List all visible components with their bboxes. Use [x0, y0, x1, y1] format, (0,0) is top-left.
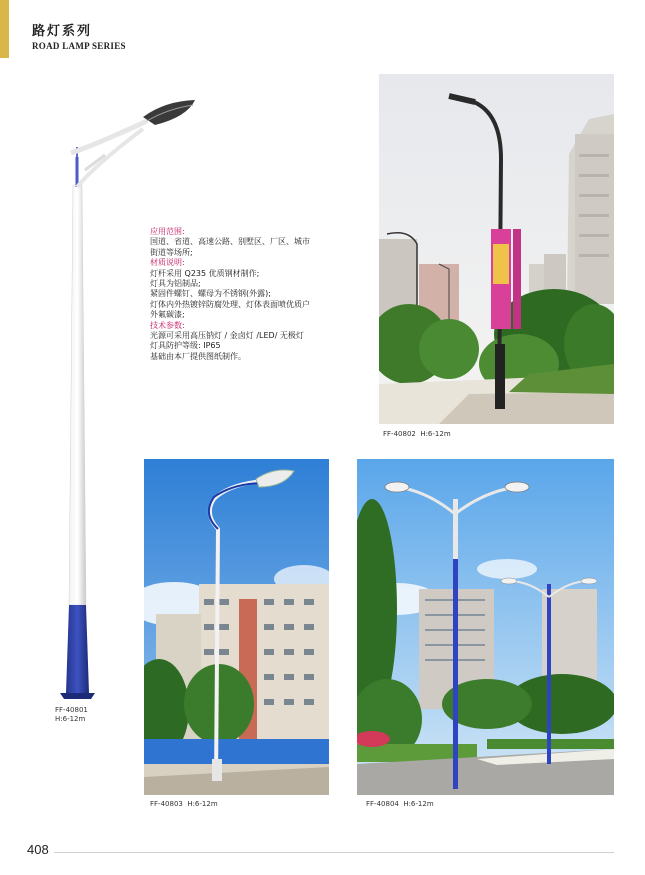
- material-line: 灯具为铝制品;: [150, 279, 201, 289]
- scope-line: 国道、省道、高速公路、别墅区、厂区、城市: [150, 237, 310, 247]
- section-title-en: ROAD LAMP SERIES: [32, 41, 126, 51]
- photo-ff-40802: [379, 74, 614, 424]
- caption-ff-40803: [150, 800, 218, 808]
- caption-ff-40804: [366, 800, 434, 808]
- model-ff-40801: FF-40801: [55, 706, 88, 714]
- material-heading: 材质说明:: [150, 258, 185, 268]
- caption-ff-40801: [55, 706, 88, 724]
- height-ff-40801: H:6-12m: [55, 715, 86, 723]
- tech-line: 光源可采用高压钠灯 / 金卤灯 /LED/ 无极灯: [150, 331, 304, 341]
- photo-ff-40804: [357, 459, 614, 795]
- scope-line: 街道等场所;: [150, 247, 193, 257]
- model-ff-40804: FF-40804: [366, 800, 399, 808]
- spec-block: [150, 227, 350, 362]
- material-line: 灯杆采用 Q235 优质钢材制作;: [150, 268, 260, 278]
- model-ff-40802: FF-40802: [383, 430, 416, 438]
- tech-heading: 技术参数:: [150, 320, 185, 330]
- height-ff-40802: H:6-12m: [420, 430, 451, 438]
- page-number: 408: [27, 842, 49, 857]
- height-ff-40804: H:6-12m: [403, 800, 434, 808]
- tech-line: 灯具防护等级: IP65: [150, 341, 221, 351]
- model-ff-40803: FF-40803: [150, 800, 183, 808]
- scope-heading: 应用范围:: [150, 227, 185, 236]
- tech-line: 基础由本厂提供图纸制作。: [150, 351, 246, 361]
- material-line: 外氟碳漆;: [150, 310, 185, 320]
- height-ff-40803: H:6-12m: [187, 800, 218, 808]
- photo-ff-40803: [144, 459, 329, 795]
- section-title-cn: 路灯系列: [32, 24, 93, 39]
- material-line: 紧固件螺钉、螺母为不锈钢(外露);: [150, 289, 271, 299]
- section-tab: [0, 0, 9, 58]
- caption-ff-40802: [383, 430, 451, 438]
- footer-rule: [54, 852, 614, 853]
- material-line: 灯体内外热镀锌防腐处理、灯体表面喷优质户: [150, 299, 310, 309]
